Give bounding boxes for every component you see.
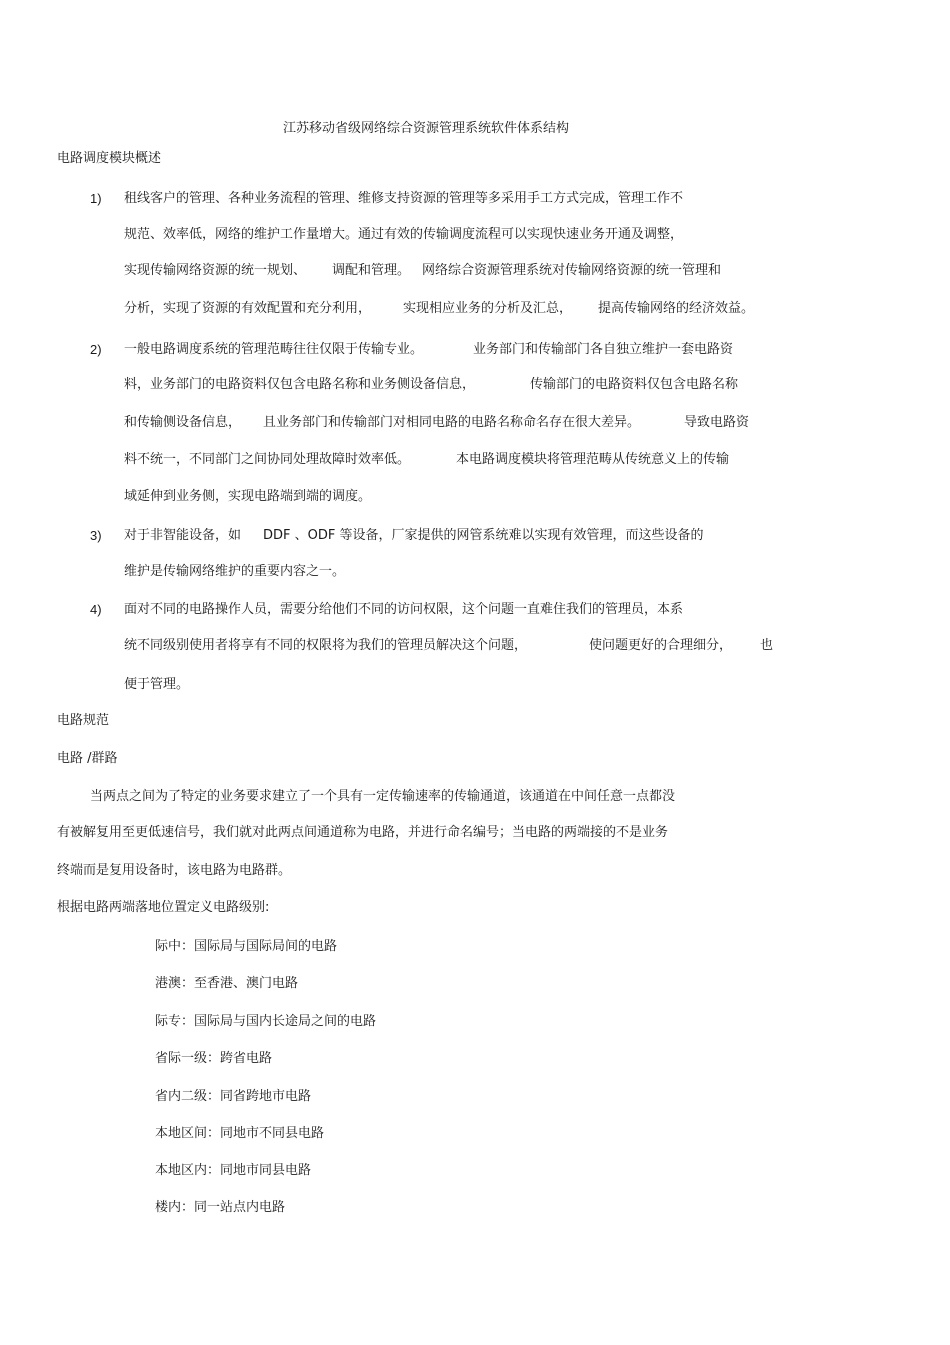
list-item-line <box>124 676 189 694</box>
list-item-number: 3) <box>90 528 102 543</box>
section-heading-circuit: 电路 /群路 <box>57 751 118 766</box>
text-segment: 租线客户的管理、各种业务流程的管理、维修支持资源的管理等多采用手工方式完成，管理工作不 <box>124 191 684 206</box>
text-segment: 统不同级别使用者将享有不同的权限将为我们的管理员解决这个问题， <box>124 638 528 653</box>
list-item-line <box>124 300 754 318</box>
text-segment: 且业务部门和传输部门对相同电路的电路名称命名存在很大差异。 <box>263 415 641 430</box>
text-segment: 实现相应业务的分析及汇总， <box>403 301 573 316</box>
text-segment: 实现传输网络资源的统一规划、 <box>124 263 307 278</box>
section-heading-overview: 电路调度模块概述 <box>57 151 162 166</box>
list-item-line <box>124 527 704 545</box>
section-heading-spec: 电路规范 <box>57 713 110 728</box>
list-item-line <box>124 601 683 619</box>
list-item-number: 1) <box>90 191 102 206</box>
text-segment: DDF 、ODF 等设备，厂家提供的网管系统难以实现有效管理，而这些设备的 <box>263 528 704 543</box>
text-segment: 一般电路调度系统的管理范畴往往仅限于传输专业。 <box>124 342 424 357</box>
paragraph-line: 终端而是复用设备时，该电路为电路群。 <box>57 863 292 878</box>
list-item-number: 4) <box>90 602 102 617</box>
text-segment: 提高传输网络的经济效益。 <box>598 301 755 316</box>
text-segment: 网络综合资源管理系统对传输网络资源的统一管理和 <box>422 263 722 278</box>
text-segment: 和传输侧设备信息， <box>124 415 242 430</box>
level-item: 省际一级：跨省电路 <box>155 1051 273 1066</box>
level-item: 本地区间：同地市不同县电路 <box>155 1126 325 1141</box>
list-item-line <box>124 451 729 469</box>
list-item-line <box>124 376 738 394</box>
text-segment: 调配和管理。 <box>332 263 411 278</box>
level-item: 本地区内：同地市同县电路 <box>155 1163 312 1178</box>
text-segment: 传输部门的电路资料仅包含电路名称 <box>530 377 739 392</box>
text-segment: 业务部门和传输部门各自独立维护一套电路资 <box>473 342 734 357</box>
levels-intro: 根据电路两端落地位置定义电路级别: <box>57 900 270 915</box>
text-segment: 使问题更好的合理细分， <box>589 638 733 653</box>
text-segment: 域延伸到业务侧，实现电路端到端的调度。 <box>124 489 372 504</box>
list-item-line <box>124 637 773 655</box>
document-title: 江苏移动省级网络综合资源管理系统软件体系结构 <box>282 121 569 136</box>
level-item: 际专：国际局与国内长途局之间的电路 <box>155 1014 377 1029</box>
list-item-line <box>124 414 749 432</box>
level-item: 际中：国际局与国际局间的电路 <box>155 939 338 954</box>
list-item-line <box>124 341 733 359</box>
list-item-line <box>124 488 371 506</box>
list-item-number: 2) <box>90 342 102 357</box>
text-segment: 对于非智能设备，如 <box>124 528 242 543</box>
text-segment: 导致电路资 <box>684 415 750 430</box>
paragraph-line: 有被解复用至更低速信号，我们就对此两点间通道称为电路，并进行命名编号；当电路的两端接的不是业务 <box>57 825 669 840</box>
text-segment: 分析，实现了资源的有效配置和充分利用， <box>124 301 372 316</box>
text-segment: 便于管理。 <box>124 677 190 692</box>
list-item-line <box>124 262 721 280</box>
list-item-line <box>124 190 683 208</box>
list-item-line <box>124 226 683 244</box>
paragraph-line: 当两点之间为了特定的业务要求建立了一个具有一定传输速率的传输通道，该通道在中间任意一点都没 <box>90 789 676 804</box>
text-segment: 也 <box>760 638 774 653</box>
text-segment: 面对不同的电路操作人员，需要分给他们不同的访问权限，这个问题一直难住我们的管理员，本系 <box>124 602 684 617</box>
text-segment: 料，业务部门的电路资料仅包含电路名称和业务侧设备信息， <box>124 377 476 392</box>
level-item: 港澳：至香港、澳门电路 <box>155 976 299 991</box>
level-item: 省内二级：同省跨地市电路 <box>155 1089 312 1104</box>
list-item-line <box>124 563 345 581</box>
text-segment: 本电路调度模块将管理范畴从传统意义上的传输 <box>456 452 730 467</box>
text-segment: 料不统一，不同部门之间协同处理故障时效率低。 <box>124 452 411 467</box>
text-segment: 规范、效率低，网络的维护工作量增大。通过有效的传输调度流程可以实现快速业务开通及调整， <box>124 227 684 242</box>
text-segment: 维护是传输网络维护的重要内容之一。 <box>124 564 346 579</box>
level-item: 楼内：同一站点内电路 <box>155 1200 286 1215</box>
